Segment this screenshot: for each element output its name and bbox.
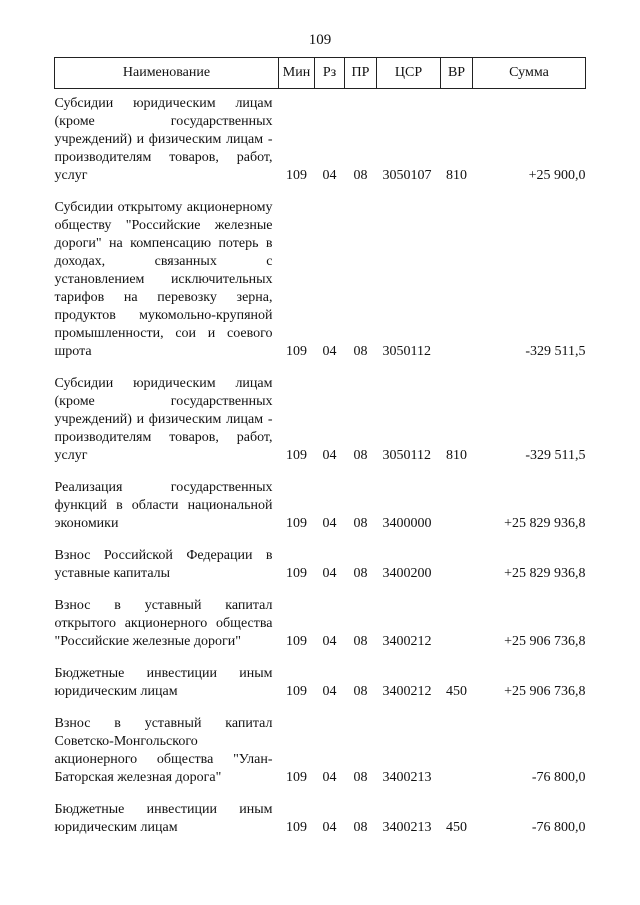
cell-name: Бюджетные инвестиции иным юридическим лицам (54, 666, 273, 699)
cell-vr (441, 473, 473, 541)
cell-name: Субсидии юридическим лицам (кроме государственных учреждений) и физическим лицам - производителям товаров, работ, услуг (54, 376, 273, 463)
cell-vr (441, 591, 473, 659)
cell-pr: 08 (353, 168, 368, 183)
cell-sum: -329 511,5 (525, 344, 586, 359)
cell-rz: 04 (322, 448, 337, 463)
cell-csr: 3400213 (382, 770, 432, 785)
table-row (55, 89, 586, 194)
header-rz: Рз (315, 58, 345, 89)
table-row (55, 473, 586, 541)
cell-min: 109 (286, 448, 307, 463)
cell-pr: 08 (353, 770, 368, 785)
table-header-row (55, 58, 586, 89)
cell-name: Бюджетные инвестиции иным юридическим лицам (54, 802, 273, 835)
cell-pr: 08 (353, 820, 368, 835)
cell-vr: 450 (446, 684, 467, 699)
cell-rz: 04 (322, 634, 337, 649)
cell-rz: 04 (322, 168, 337, 183)
cell-name: Взнос Российской Федерации в уставные капиталы (54, 548, 273, 581)
cell-pr: 08 (353, 516, 368, 531)
budget-table (54, 57, 586, 845)
table-body (55, 89, 586, 846)
header-sum: Сумма (473, 58, 586, 89)
cell-rz: 04 (322, 516, 337, 531)
header-min: Мин (279, 58, 315, 89)
cell-min: 109 (286, 344, 307, 359)
table-row (55, 369, 586, 473)
header-name: Наименование (55, 58, 279, 89)
cell-pr: 08 (353, 566, 368, 581)
cell-sum: +25 829 936,8 (504, 516, 586, 531)
table-row (55, 709, 586, 795)
table-row (55, 659, 586, 709)
table-row (55, 591, 586, 659)
cell-min: 109 (286, 566, 307, 581)
cell-min: 109 (286, 684, 307, 699)
header-csr: ЦСР (377, 58, 441, 89)
cell-name: Субсидии юридическим лицам (кроме государственных учреждений) и физическим лицам - производителям товаров, работ, услуг (54, 96, 273, 183)
cell-rz: 04 (322, 820, 337, 835)
cell-pr: 08 (353, 448, 368, 463)
cell-name: Реализация государственных функций в области национальной экономики (54, 480, 273, 531)
cell-min: 109 (286, 820, 307, 835)
table-row (55, 193, 586, 369)
cell-csr: 3400200 (382, 566, 432, 581)
cell-csr: 3050112 (382, 344, 431, 359)
table-row (55, 541, 586, 591)
cell-csr: 3400212 (382, 634, 432, 649)
cell-sum: +25 900,0 (528, 168, 586, 183)
cell-vr (441, 193, 473, 369)
cell-sum: +25 906 736,8 (504, 684, 586, 699)
cell-sum: -76 800,0 (531, 820, 586, 835)
cell-csr: 3400000 (382, 516, 432, 531)
cell-vr: 810 (446, 168, 467, 183)
cell-name: Взнос в уставный капитал открытого акционерного общества "Российские железные дороги" (54, 598, 273, 649)
cell-min: 109 (286, 516, 307, 531)
cell-pr: 08 (353, 634, 368, 649)
cell-vr: 810 (446, 448, 467, 463)
cell-name: Субсидии открытому акционерному обществу "Российские железные дороги" на компенсацию потерь в доходах, связанных с установлением исключительных тарифов на перевозку зерна, продуктов мукомольно-крупяной промышленности, сои и соевого шрота (54, 200, 273, 359)
cell-csr: 3400213 (382, 820, 432, 835)
cell-min: 109 (286, 770, 307, 785)
cell-csr: 3050112 (382, 448, 431, 463)
page-number: 109 (308, 32, 332, 48)
cell-sum: -329 511,5 (525, 448, 586, 463)
cell-min: 109 (286, 168, 307, 183)
cell-sum: +25 829 936,8 (504, 566, 586, 581)
header-vr: ВР (441, 58, 473, 89)
cell-rz: 04 (322, 770, 337, 785)
cell-vr: 450 (446, 820, 467, 835)
cell-min: 109 (286, 634, 307, 649)
cell-vr (441, 709, 473, 795)
cell-name: Взнос в уставный капитал Советско-Монгольского акционерного общества "Улан-Баторская железная дорога" (54, 716, 273, 785)
cell-csr: 3050107 (382, 168, 432, 183)
cell-sum: -76 800,0 (531, 770, 586, 785)
cell-rz: 04 (322, 566, 337, 581)
header-pr: ПР (345, 58, 377, 89)
cell-pr: 08 (353, 684, 368, 699)
cell-rz: 04 (322, 684, 337, 699)
cell-csr: 3400212 (382, 684, 432, 699)
cell-pr: 08 (353, 344, 368, 359)
cell-sum: +25 906 736,8 (504, 634, 586, 649)
table-row (55, 795, 586, 845)
cell-vr (441, 541, 473, 591)
cell-rz: 04 (322, 344, 337, 359)
